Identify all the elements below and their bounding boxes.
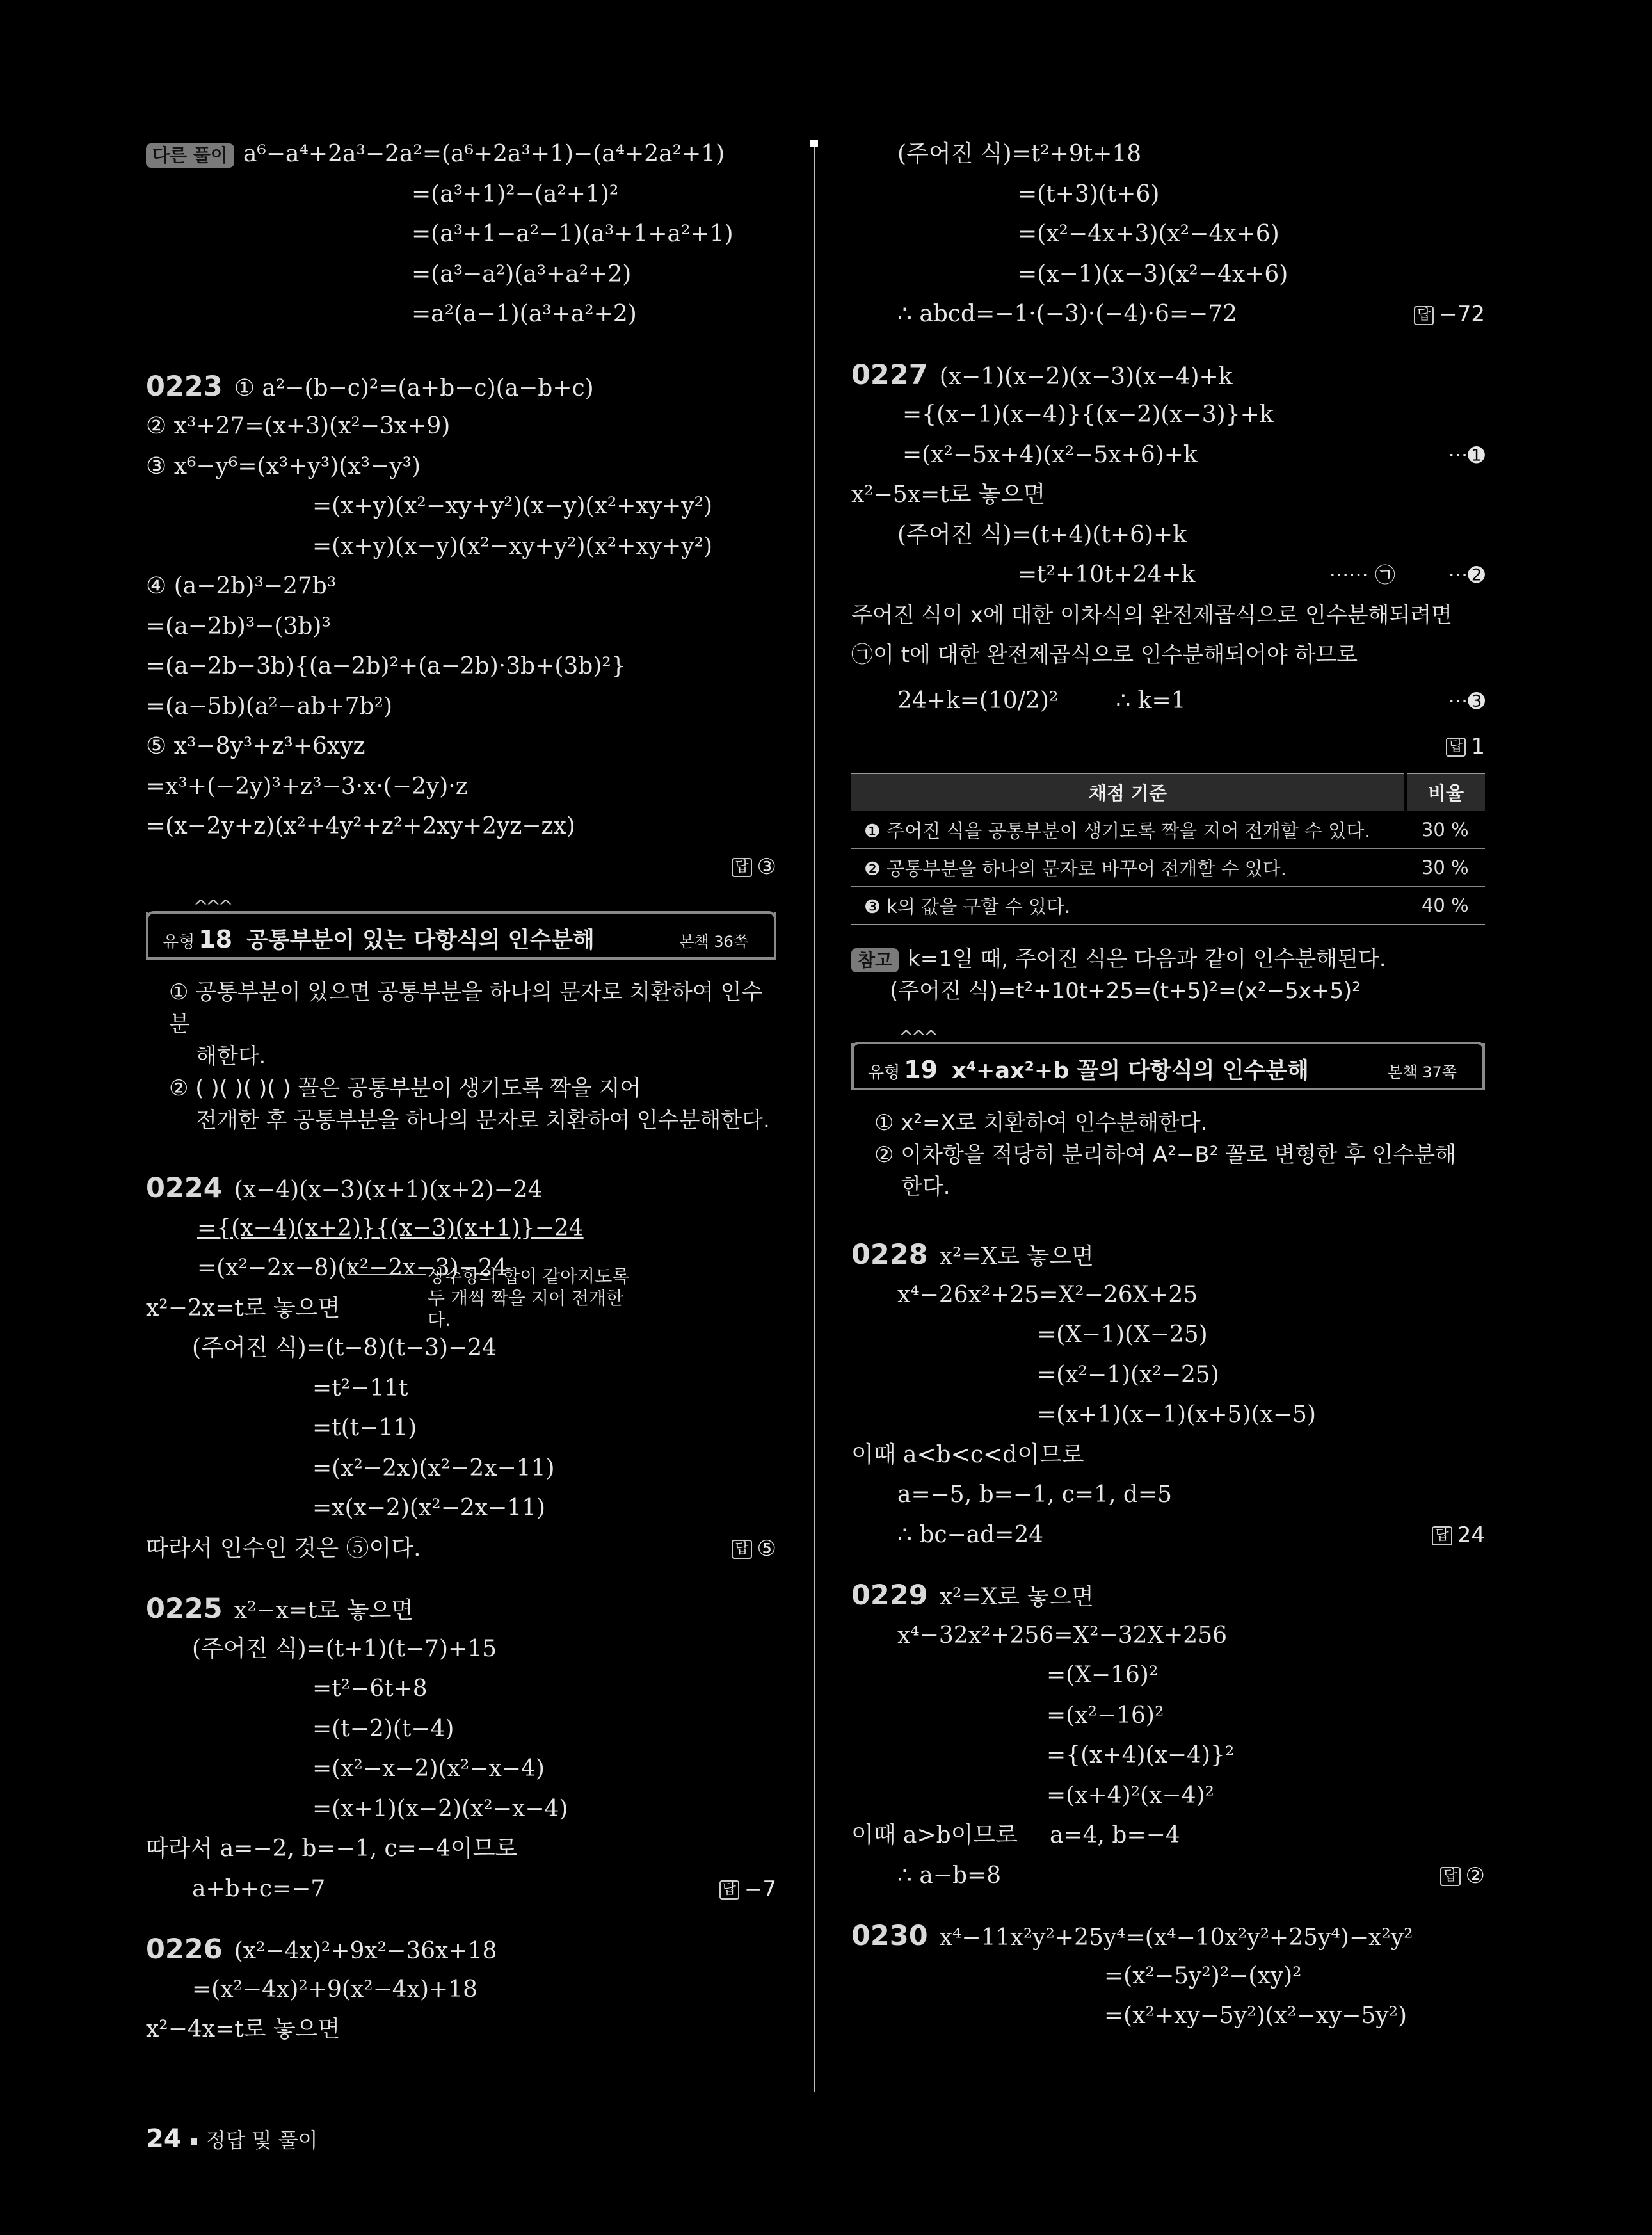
reference-tag: 참고	[851, 948, 899, 972]
solution-line: =(x²−4x)²+9(x²−4x)+18	[192, 1976, 478, 2003]
answer: 답 ③	[732, 847, 776, 887]
type-label: 유형	[868, 1063, 901, 1083]
zigzag-icon: ^^^	[899, 1026, 936, 1047]
answer-box-icon: 답	[732, 1540, 751, 1559]
key-point: ② ( )( )( )( ) 꼴은 공통부분이 생기도록 짝을 지어	[169, 1076, 641, 1101]
solution-line: =t(t−11)	[312, 1415, 417, 1441]
solution-line: ㉠이 t에 대한 완전제곱식으로 인수분해되어야 하므로	[851, 642, 1358, 668]
square-bullet-icon	[191, 2138, 197, 2145]
problem-0230: 0230 x⁴−11x²y²+25y⁴=(x⁴−10x²y²+25y⁴)−x²y²	[851, 1920, 1413, 1952]
alt-solution-line: =(a³+1)²−(a²+1)²	[412, 181, 619, 207]
solution-line: =(x²−x−2)(x²−x−4)	[312, 1755, 545, 1782]
type-label: 유형	[163, 933, 195, 952]
problem-number: 0230	[851, 1920, 928, 1952]
answer-box-icon: 답	[1440, 1867, 1460, 1886]
solution-line: =(a−2b)³−(3b)³	[146, 613, 331, 640]
reference-note: 참고 k=1일 때, 주어진 식은 다음과 같이 인수분해된다.	[851, 943, 1485, 975]
problem-0227: 0227 (x−1)(x−2)(x−3)(x−4)+k	[851, 359, 1233, 391]
step-mark-2: ···➋	[1448, 563, 1485, 587]
solution-line: =(x²−4x+3)(x²−4x+6)	[1018, 221, 1279, 247]
problem-0225: 0225 x²−x=t로 놓으면	[146, 1593, 414, 1625]
solution-line: x⁴−32x²+256=X²−32X+256	[897, 1622, 1228, 1649]
solution-line: =(t−2)(t−4)	[312, 1715, 454, 1742]
zigzag-icon: ^^^	[193, 896, 231, 917]
solution-line: 이때 a<b<c<d이므로	[851, 1441, 1084, 1468]
answer: 답 −72	[1414, 295, 1485, 335]
solution-line: ③ x⁶−y⁶=(x³+y³)(x³−y³)	[146, 453, 421, 480]
answer: 답 ②	[1440, 1856, 1485, 1896]
solution-line: =(x+1)(x−1)(x+5)(x−5)	[1037, 1401, 1317, 1428]
grading-row: ❶ 주어진 식을 공통부분이 생기도록 짝을 지어 전개할 수 있다. 30 %	[851, 811, 1485, 849]
solution-line: =t²−6t+8	[312, 1675, 428, 1702]
type-18-header	[146, 896, 776, 960]
solution-line: =(x²−2x)(x²−2x−11)	[312, 1455, 555, 1481]
solution-line: =(a−2b−3b){(a−2b)²+(a−2b)·3b+(3b)²}	[146, 653, 626, 679]
step-mark-1: ···➊	[1448, 442, 1485, 467]
solution-line: =t²+10t+24+k ······ ㉠ ···➋	[851, 555, 1485, 595]
solution-line: =(t+3)(t+6)	[1018, 181, 1160, 207]
problem-number: 0224	[146, 1172, 223, 1204]
circled-mark-a: ······ ㉠	[1329, 563, 1395, 587]
solution-line: x²−4x=t로 놓으면	[146, 2016, 341, 2042]
type-number: 18	[198, 925, 233, 953]
problem-0224: 0224 (x−4)(x−3)(x+1)(x+2)−24	[146, 1172, 543, 1204]
grading-ratio-header: 비율	[1406, 773, 1485, 811]
answer-row	[146, 847, 776, 887]
solution-line: x²−5x=t로 놓으면	[851, 481, 1046, 508]
type-title: x⁴+ax²+b 꼴의 다항식의 인수분해	[952, 1058, 1309, 1084]
solution-line: =(x²+xy−5y²)(x²−xy−5y²)	[1104, 2003, 1407, 2029]
solution-line: =(x+y)(x−y)(x²−xy+y²)(x²+xy+y²)	[312, 533, 713, 560]
left-column	[146, 134, 776, 2050]
solution-line: (주어진 식)=(t+1)(t−7)+15	[192, 1635, 497, 1662]
solution-line: 따라서 인수인 것은 ⑤이다. 답 ⑤	[146, 1529, 776, 1569]
answer-row	[851, 727, 1485, 767]
page-footer	[146, 2124, 318, 2154]
key-point: 해한다.	[196, 1044, 266, 1069]
solution-line: (주어진 식)=t²+9t+18	[897, 141, 1142, 167]
type-title: 공통부분이 있는 다항식의 인수분해	[246, 928, 595, 953]
grading-header-row	[851, 773, 1485, 811]
solution-line: x⁴−26x²+25=X²−26X+25	[897, 1281, 1198, 1308]
key-point: ① x²=X로 치환하여 인수분해한다.	[874, 1110, 1208, 1136]
footer-title: 정답 및 풀이	[205, 2128, 318, 2152]
solution-line: 이때 a>b이므로 a=4, b=−4	[851, 1822, 1180, 1848]
problem-0229: 0229 x²=X로 놓으면	[851, 1579, 1094, 1611]
solution-line: ={(x−1)(x−4)}{(x−2)(x−3)}+k	[902, 401, 1274, 428]
type-19-header	[851, 1026, 1485, 1090]
column-divider	[814, 142, 815, 2092]
answer: 답 −7	[719, 1869, 776, 1910]
type-number: 19	[904, 1056, 938, 1084]
solution-line: =t²−11t	[312, 1375, 408, 1401]
solution-line: =(x+4)²(x−4)²	[1047, 1782, 1214, 1809]
answer: 답 ⑤	[732, 1529, 776, 1569]
solution-line: =(x²−1)(x²−25)	[1037, 1361, 1219, 1388]
problem-number: 0225	[146, 1593, 223, 1625]
problem-0223: 0223 ① a²−(b−c)²=(a+b−c)(a−b+c)	[146, 370, 594, 403]
key-point: ② 이차항을 적당히 분리하여 A²−B² 꼴로 변형한 후 인수분해	[874, 1142, 1456, 1168]
answer-box-icon: 답	[719, 1880, 739, 1900]
answer: 답 24	[1432, 1515, 1485, 1556]
solution-line: =(x−2y+z)(x²+4y²+z²+2xy+2yz−zx)	[146, 813, 575, 839]
answer-box-icon: 답	[1414, 306, 1434, 325]
solution-line: x²−2x=t로 놓으면	[146, 1295, 341, 1321]
key-point: ① 공통부분이 있으면 공통부분을 하나의 문자로 치환하여 인수분	[169, 980, 763, 1037]
problem-0226: 0226 (x²−4x)²+9x²−36x+18	[146, 1933, 497, 1965]
solution-line: ⑤ x³−8y³+z³+6xyz	[146, 733, 365, 759]
solution-line: ∴ bc−ad=24 답 24	[851, 1515, 1485, 1556]
solution-line: a=−5, b=−1, c=1, d=5	[897, 1481, 1172, 1508]
solution-line: =x(x−2)(x²−2x−11)	[312, 1495, 546, 1521]
solution-line: =(x²−16)²	[1047, 1702, 1164, 1729]
answer-box-icon: 답	[732, 858, 751, 877]
key-point: 전개한 후 공통부분을 하나의 문자로 치환하여 인수분해한다.	[196, 1108, 770, 1133]
solution-line: (주어진 식)=(t−8)(t−3)−24	[192, 1335, 497, 1361]
answer-box-icon: 답	[1446, 738, 1466, 757]
right-column	[851, 134, 1485, 2037]
textbook-page-ref: 본책 37쪽	[1388, 1063, 1457, 1081]
solution-line: =(x+1)(x−2)(x²−x−4)	[312, 1795, 568, 1822]
reference-line: (주어진 식)=t²+10t+25=(t+5)²=(x²−5x+5)²	[890, 978, 1361, 1004]
answer-box-icon: 답	[1432, 1526, 1452, 1545]
solution-line: ={(x+4)(x−4)}²	[1047, 1742, 1235, 1768]
problem-number: 0223	[146, 370, 223, 403]
step-mark-3: ···➌	[1448, 688, 1485, 713]
note-bracket	[349, 1261, 426, 1275]
key-point: 한다.	[901, 1174, 950, 1200]
solution-line: =(x+y)(x²−xy+y²)(x−y)(x²+xy+y²)	[312, 493, 713, 519]
solution-line: =(x²−2x−8)(x²−2x−3)−24	[197, 1255, 508, 1281]
problem-number: 0227	[851, 359, 928, 391]
solution-line: =(X−16)²	[1047, 1662, 1159, 1688]
alt-solution-line: =a²(a−1)(a³+a²+2)	[412, 301, 637, 327]
solution-line: ④ (a−2b)³−27b³	[146, 573, 337, 599]
divider-dot	[810, 140, 818, 147]
problem-number: 0226	[146, 1933, 223, 1965]
solution-line: =x³+(−2y)³+z³−3·x·(−2y)·z	[146, 773, 468, 800]
alt-solution-tag: 다른 풀이	[146, 143, 234, 168]
problem-number: 0229	[851, 1579, 928, 1611]
solution-line: =(a−5b)(a²−ab+7b²)	[146, 693, 393, 720]
solution-line: ∴ a−b=8 답 ②	[851, 1856, 1485, 1896]
solution-line: ② x³+27=(x+3)(x²−3x+9)	[146, 413, 451, 439]
solution-line: 주어진 식이 x에 대한 이차식의 완전제곱식으로 인수분해되려면	[851, 602, 1452, 628]
solution-line: 따라서 a=−2, b=−1, c=−4이므로	[146, 1836, 518, 1862]
solution-line: ={(x−4)(x+2)}{(x−3)(x+1)}−24	[197, 1214, 584, 1241]
textbook-page-ref: 본책 36쪽	[679, 933, 748, 951]
problem-0228: 0228 x²=X로 놓으면	[851, 1239, 1094, 1271]
solution-line: (주어진 식)=(t+4)(t+6)+k	[897, 521, 1187, 548]
side-note: 상수항의 합이 같아지도록 두 개씩 짝을 지어 전개한다.	[428, 1266, 630, 1330]
solution-line: a+b+c=−7 답 −7	[146, 1869, 776, 1910]
grading-table	[851, 773, 1485, 925]
page-number: 24	[146, 2124, 182, 2154]
solution-line: ∴ abcd=−1·(−3)·(−4)·6=−72 답 −72	[851, 295, 1485, 335]
solution-line: 24+k=(10/2)² ∴ k=1 ···➌	[851, 675, 1485, 727]
answer: 답 1	[1446, 727, 1485, 767]
grading-criteria-header: 채점 기준	[851, 773, 1406, 811]
alt-solution-line: 다른 풀이 a⁶−a⁴+2a³−2a²=(a⁶+2a³+1)−(a⁴+2a²+1)	[146, 134, 776, 175]
solution-line: =(x²−5x+4)(x²−5x+6)+k ···➊	[851, 435, 1485, 476]
solution-line: =(x²−5y²)²−(xy)²	[1104, 1962, 1302, 1989]
alt-solution-line: =(a³+1−a²−1)(a³+1+a²+1)	[412, 221, 734, 247]
solution-line: =(X−1)(X−25)	[1037, 1321, 1208, 1348]
problem-number: 0228	[851, 1239, 928, 1271]
alt-solution-line: =(a³−a²)(a³+a²+2)	[412, 261, 632, 287]
grading-row: ❷ 공통부분을 하나의 문자로 바꾸어 전개할 수 있다. 30 %	[851, 849, 1485, 887]
solution-line: =(x−1)(x−3)(x²−4x+6)	[1018, 261, 1288, 287]
grading-row: ❸ k의 값을 구할 수 있다. 40 %	[851, 887, 1485, 925]
